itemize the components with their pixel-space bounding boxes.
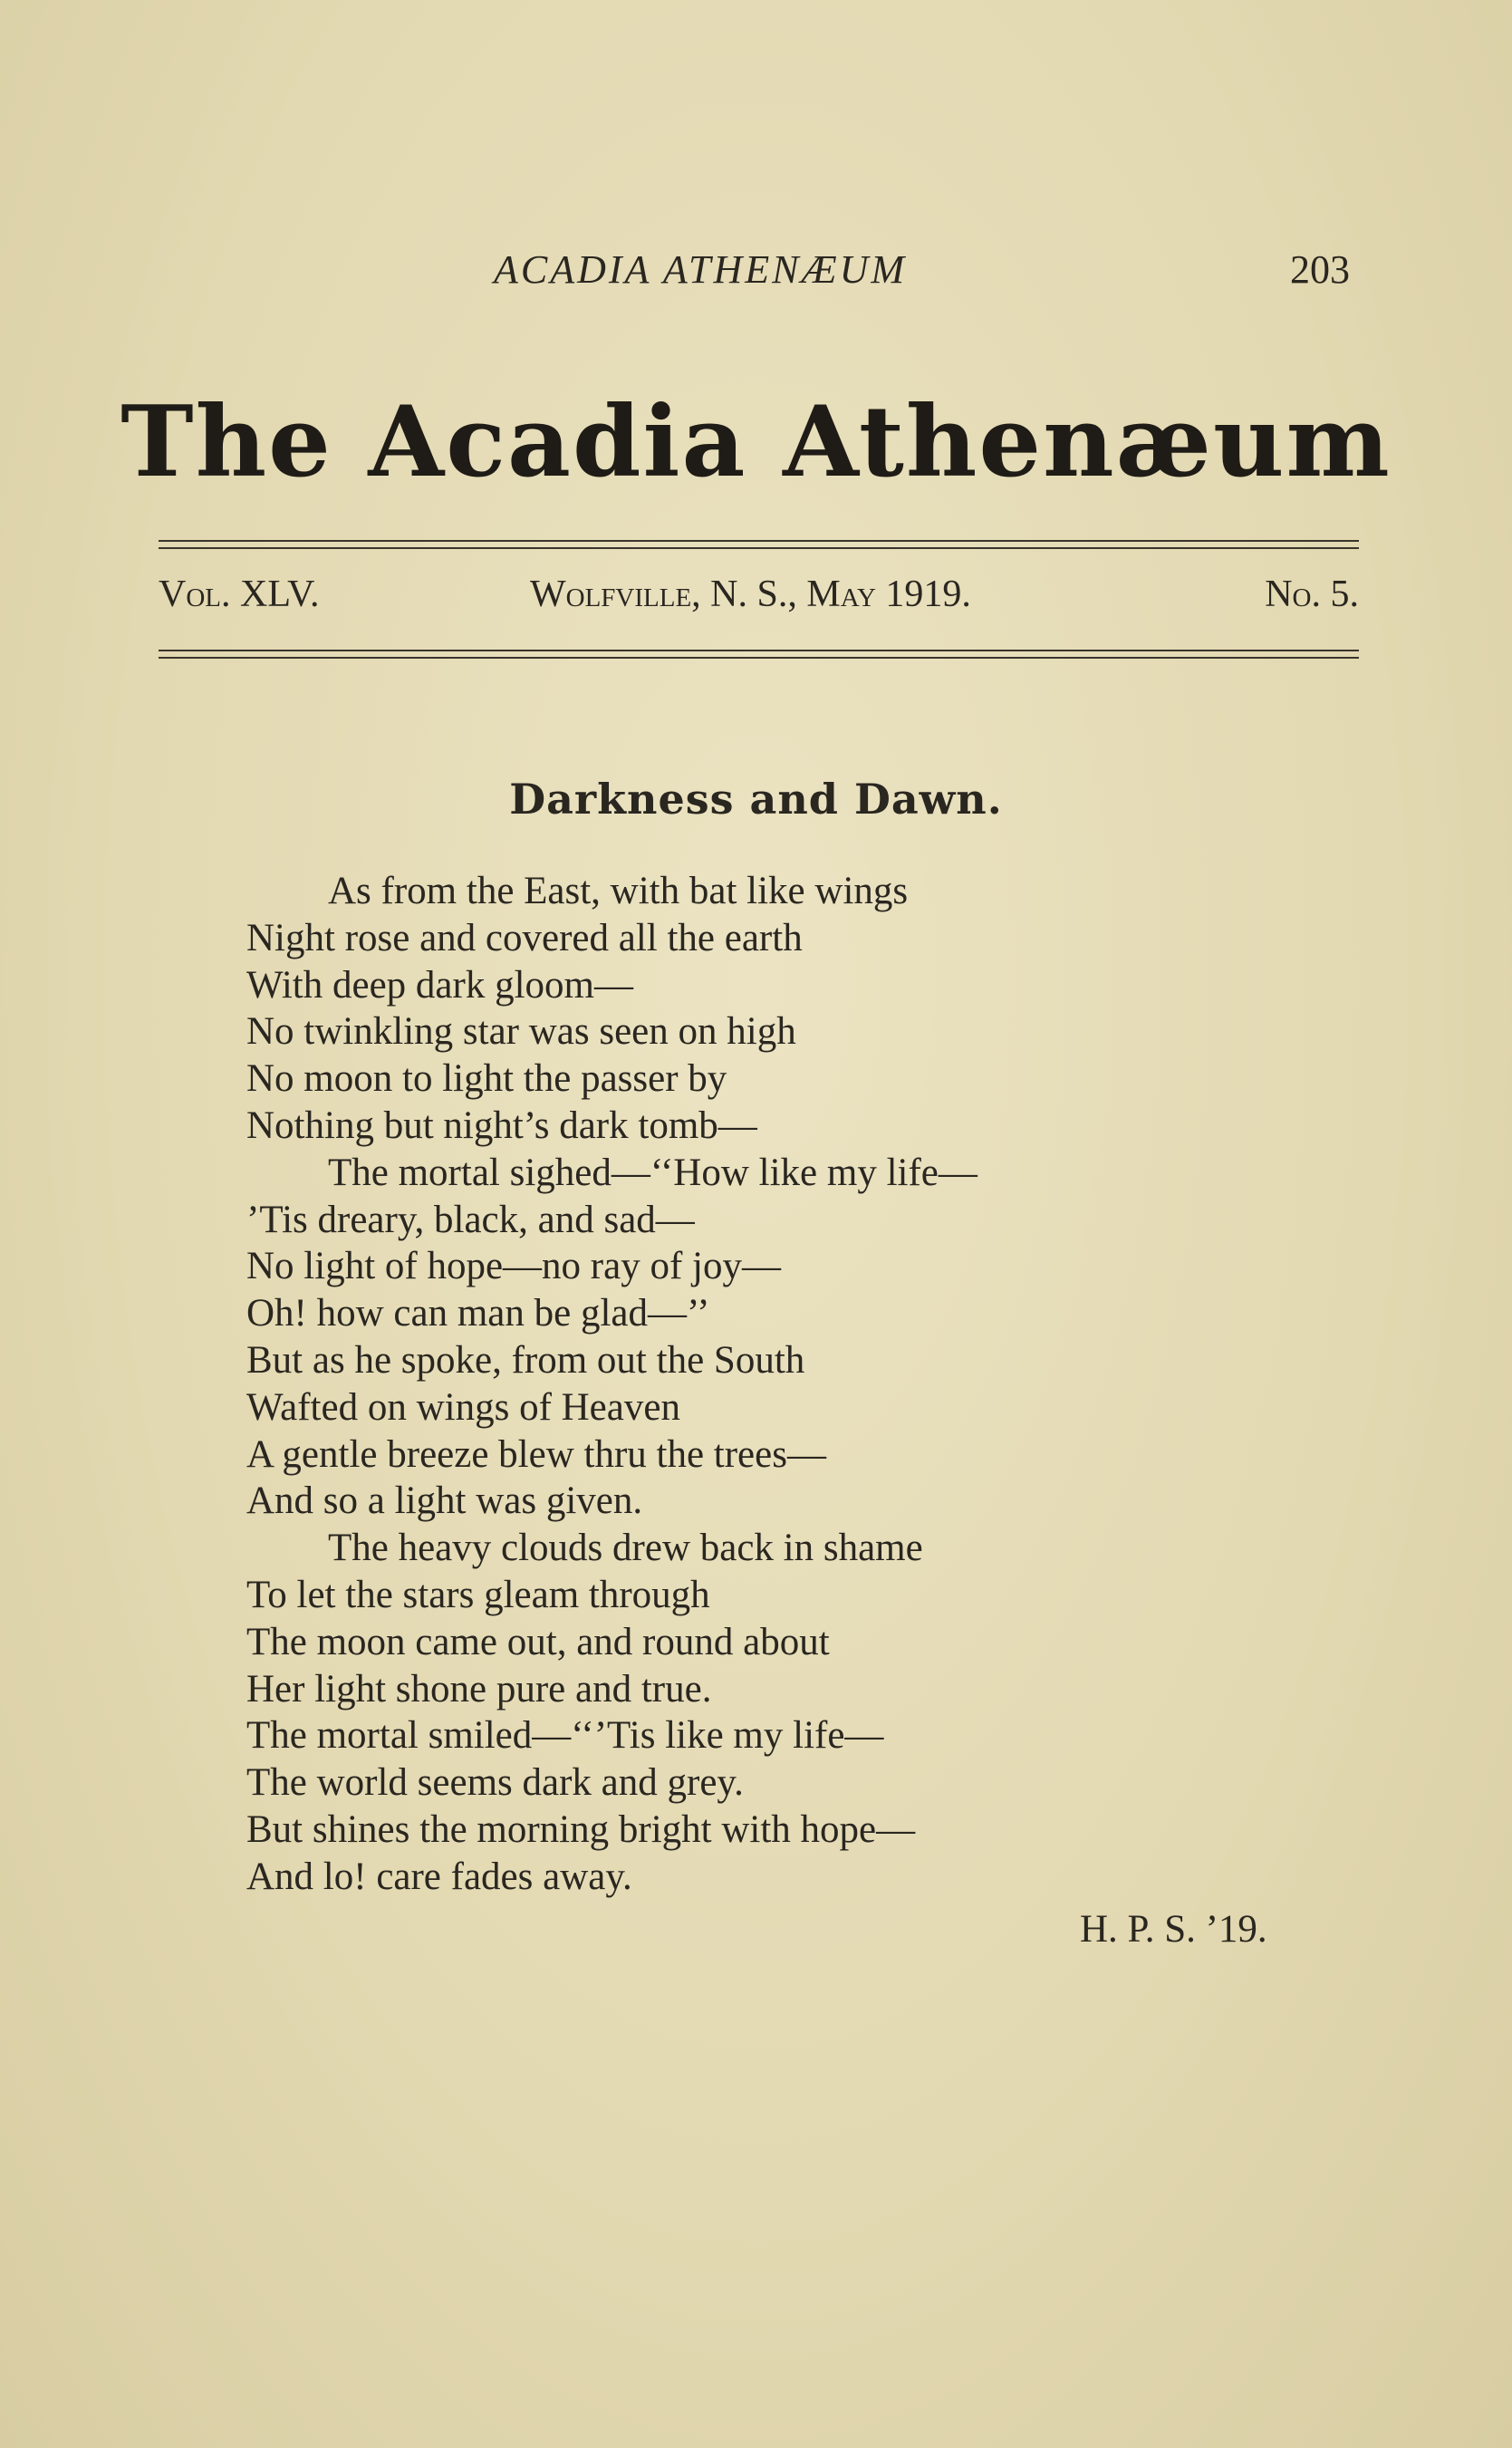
running-title: ACADIA ATHENÆUM: [494, 247, 908, 292]
poem-line: A gentle breeze blew thru the trees—: [246, 1432, 826, 1476]
poem-line: The mortal smiled—‘‘’Tis like my life—: [246, 1714, 884, 1758]
poem-line: ’Tis dreary, black, and sad—: [246, 1198, 695, 1241]
poem-line: Nothing but night’s dark tomb—: [246, 1104, 757, 1147]
issue-line: [159, 573, 1359, 620]
author-signature: H. P. S. ’19.: [1080, 1908, 1267, 1951]
poem-line: Night rose and covered all the earth: [246, 916, 803, 959]
poem-line: No light of hope—no ray of joy—: [246, 1245, 781, 1288]
poem-line: Oh! how can man be glad—’’: [246, 1292, 710, 1335]
poem-line: But as he spoke, from out the South: [246, 1338, 805, 1382]
poem-line: No moon to light the passer by: [246, 1057, 727, 1101]
poem-line: And lo! care fades away.: [246, 1855, 632, 1898]
poem-line: The moon came out, and round about: [246, 1620, 830, 1663]
page-number: 203: [1290, 247, 1350, 292]
masthead-rule-lower: [159, 650, 1359, 659]
poem-title: Darkness and Dawn.: [509, 775, 1003, 824]
poem-line: With deep dark gloom—: [246, 963, 633, 1007]
masthead-rule-upper: [159, 540, 1359, 549]
poem-line: As from the East, with bat like wings: [328, 870, 909, 912]
running-head: [0, 246, 1512, 292]
poem-line: And so a light was given.: [246, 1479, 643, 1523]
issue-number: No. 5.: [1265, 573, 1359, 615]
poem-line: The heavy clouds drew back in shame: [328, 1527, 923, 1570]
poem-body: [246, 868, 1334, 1901]
poem-line: To let the stars gleam through: [246, 1573, 710, 1616]
masthead-title: The Acadia Athenæum: [120, 385, 1392, 499]
volume-label: Vol. XLV.: [159, 573, 320, 615]
poem-line: But shines the morning bright with hope—: [246, 1807, 916, 1851]
poem-line: The mortal sighed—‘‘How like my life—: [328, 1151, 978, 1194]
poem-line: Her light shone pure and true.: [246, 1667, 712, 1711]
poem-line: Wafted on wings of Heaven: [246, 1385, 680, 1429]
poem-line: The world seems dark and grey.: [246, 1761, 744, 1805]
place-date: Wolfville, N. S., May 1919.: [530, 573, 971, 615]
poem-line: No twinkling star was seen on high: [246, 1010, 796, 1054]
